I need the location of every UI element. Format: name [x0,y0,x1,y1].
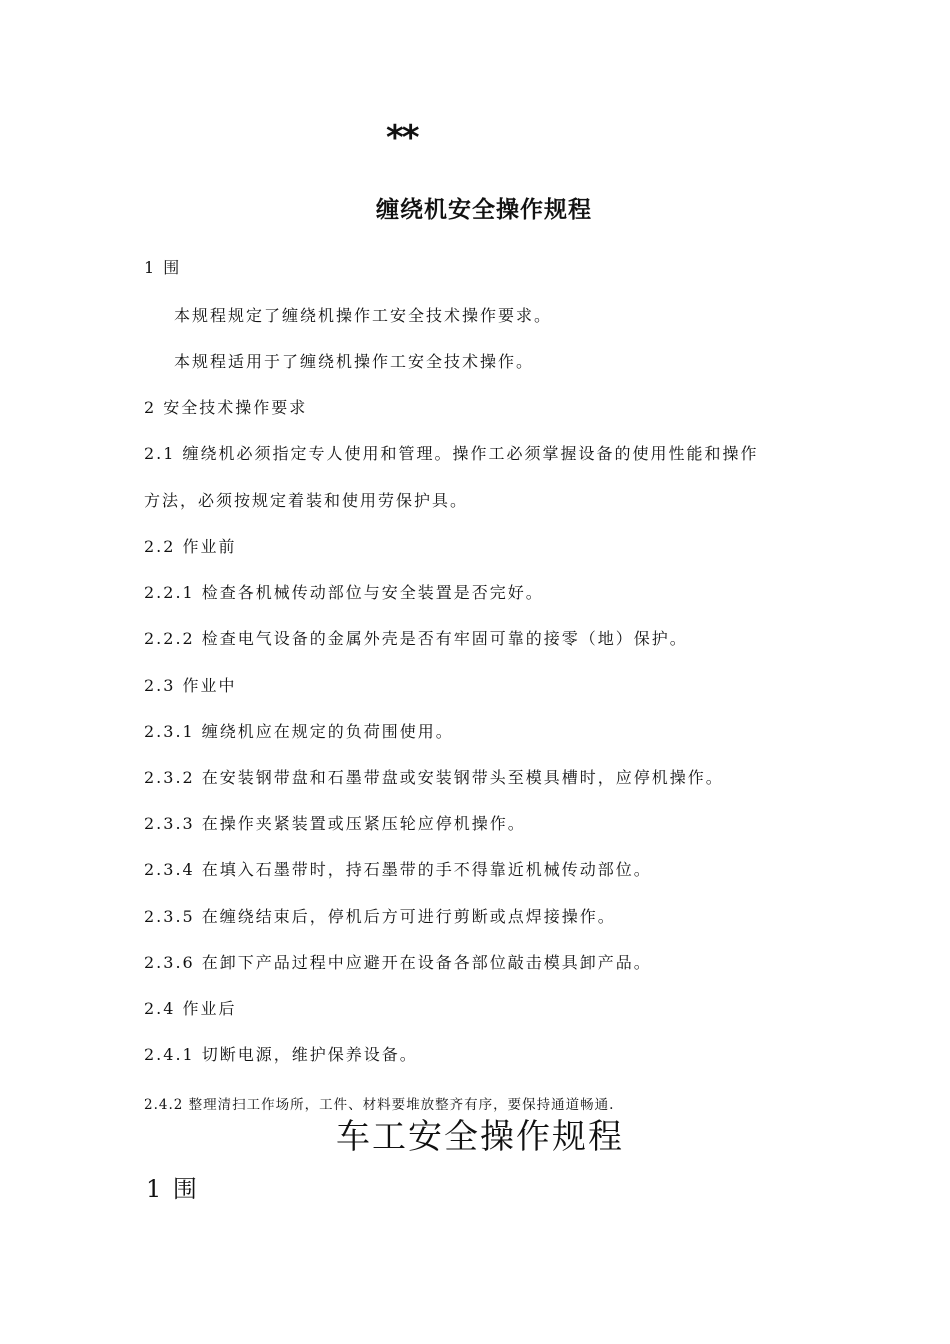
paragraph-line: 2.2.2 检查电气设备的金属外壳是否有牢固可靠的接零（地）保护。 [144,629,688,648]
subsection-heading: 2.2 作业前 [144,537,237,556]
subsection-heading: 2.3 作业中 [144,676,237,695]
document-title: 缠绕机安全操作规程 [376,196,592,223]
paragraph-line: 2.3.6 在卸下产品过程中应避开在设备各部位敲击模具卸产品。 [144,953,652,972]
paragraph-line: 2.4.1 切断电源，维护保养设备。 [144,1045,418,1064]
paragraph-line: 2.4.2 整理清扫工作场所，工件、材料要堆放整齐有序，要保持通道畅通. [144,1097,615,1113]
section2-title: 车工安全操作规程 [336,1117,624,1157]
paragraph-line: 2.2.1 检查各机械传动部位与安全装置是否完好。 [144,583,544,602]
subsection-heading: 2.4 作业后 [144,999,237,1018]
section-heading-requirements: 2 安全技术操作要求 [144,398,308,417]
paragraph-line: 2.3.4 在填入石墨带时，持石墨带的手不得靠近机械传动部位。 [144,860,652,879]
paragraph-line: 2.3.5 在缠绕结束后，停机后方可进行剪断或点焊接操作。 [144,907,616,926]
section2-heading: 1 围 [146,1175,199,1203]
paragraph-line: 方法，必须按规定着装和使用劳保护具。 [144,491,469,510]
header-stars: ** [386,118,418,158]
paragraph-line: 2.1 缠绕机必须指定专人使用和管理。操作工必须掌握设备的使用性能和操作 [144,444,759,463]
section-heading-scope: 1 围 [144,258,182,277]
paragraph-line: 2.3.1 缠绕机应在规定的负荷围使用。 [144,722,454,741]
paragraph-line: 本规程适用于了缠绕机操作工安全技术操作。 [174,352,535,371]
paragraph-line: 本规程规定了缠绕机操作工安全技术操作要求。 [174,306,553,325]
paragraph-line: 2.3.2 在安装钢带盘和石墨带盘或安装钢带头至模具槽时，应停机操作。 [144,768,724,787]
paragraph-line: 2.3.3 在操作夹紧装置或压紧压轮应停机操作。 [144,814,526,833]
